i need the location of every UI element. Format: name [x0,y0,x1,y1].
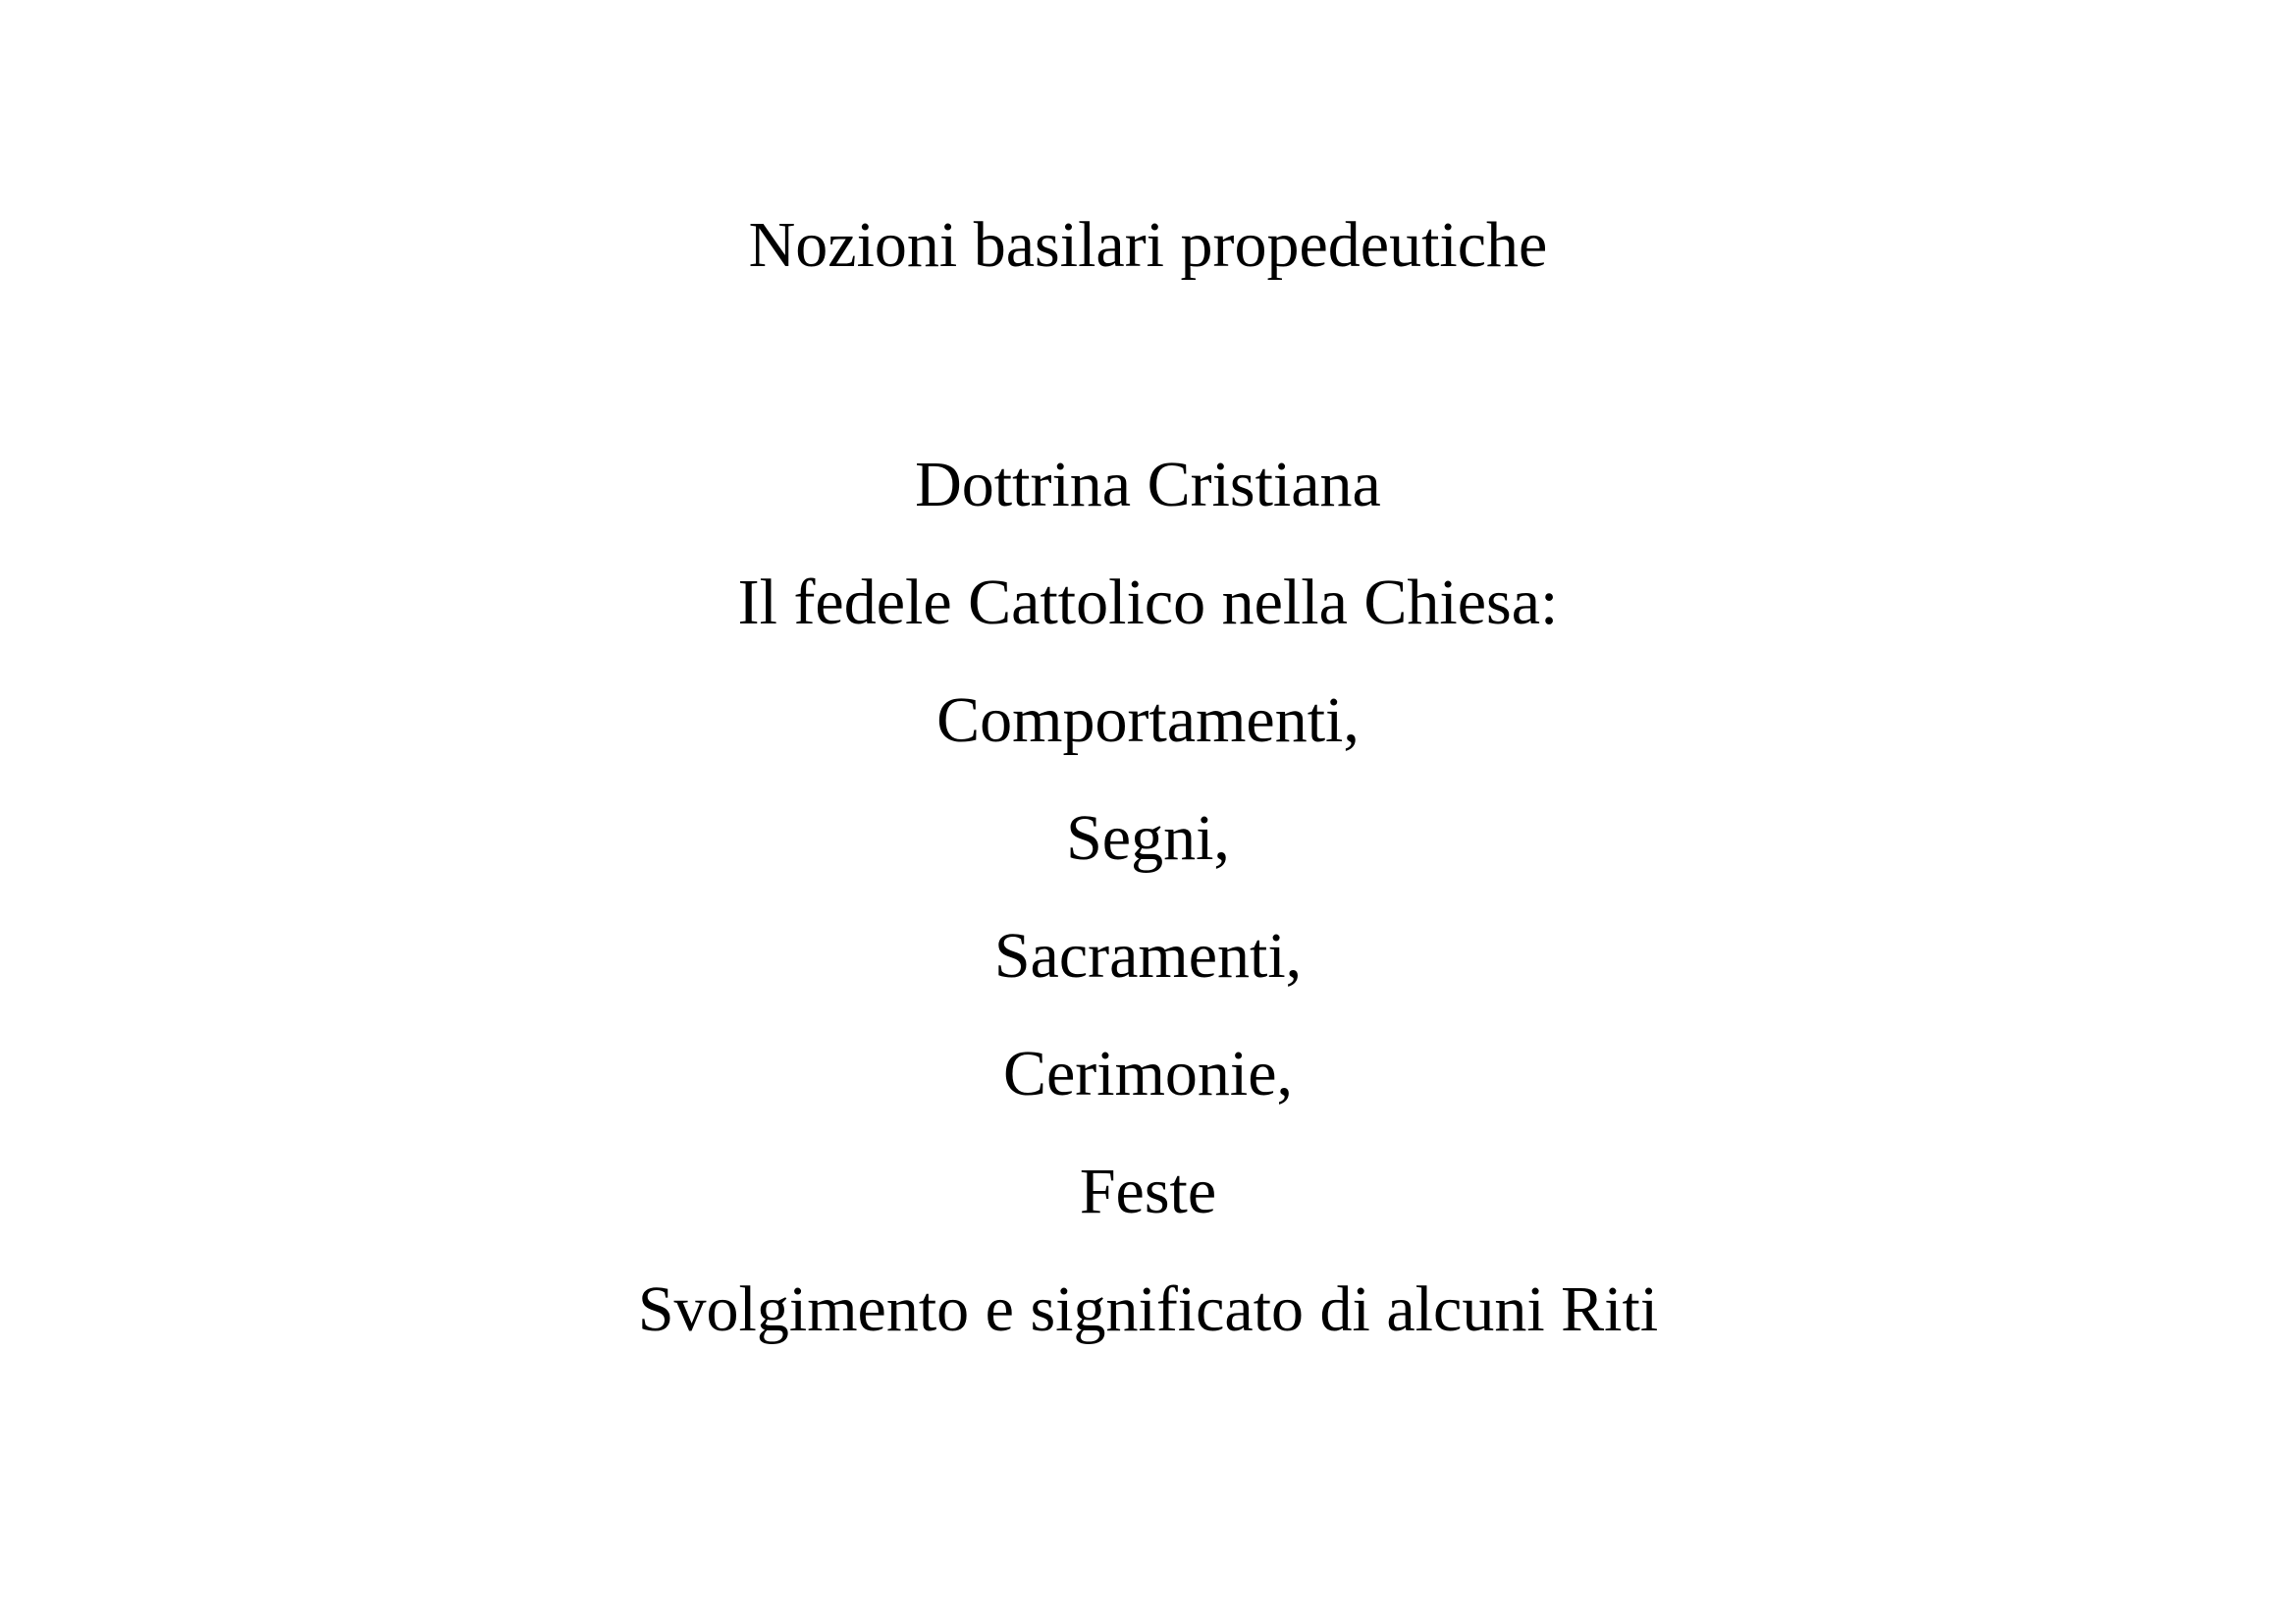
text-line-cerimonie: Cerimonie, [1002,1038,1294,1109]
text-line-feste: Feste [1079,1156,1217,1227]
text-line-dottrina: Dottrina Cristiana [915,449,1381,520]
page-title: Nozioni basilari propedeutiche [748,209,1548,281]
text-line-riti: Svolgimento e significato di alcuni Riti [637,1273,1659,1345]
text-line-sacramenti: Sacramenti, [993,920,1303,992]
text-line-segni: Segni, [1066,802,1230,874]
text-line-comportamenti: Comportamenti, [936,684,1360,756]
text-line-fedele: Il fedele Cattolico nella Chiesa: [737,567,1559,638]
